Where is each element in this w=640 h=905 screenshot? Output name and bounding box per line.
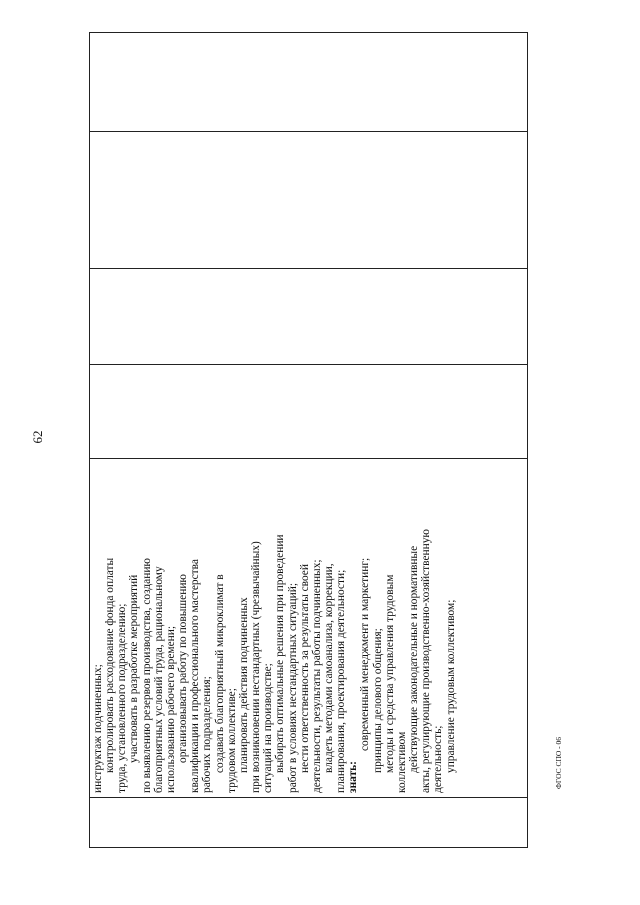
- requirement-line: деятельность;: [432, 725, 445, 793]
- requirement-line: принципы делового общения;: [371, 628, 384, 773]
- requirement-line: квалификации и профессионального мастерства: [189, 559, 202, 793]
- requirement-line: выбирать оптимальные решения при проведении: [274, 534, 287, 773]
- rotated-table-wrapper: [89, 32, 528, 848]
- table-column-hours-required: [90, 268, 527, 364]
- requirement-line: работ в условиях нестандартных ситуаций;: [286, 583, 299, 793]
- competency-table: [89, 32, 528, 848]
- requirement-line: трудовом коллективе;: [225, 688, 238, 793]
- requirement-line: организовывать работу по повышению: [177, 574, 190, 763]
- requirement-line: владеть методами самоанализа, коррекции,: [322, 563, 335, 773]
- requirement-line: планирования, проектирования деятельности;: [335, 569, 348, 793]
- page-number: 62: [30, 430, 45, 444]
- table-column-requirements: [90, 458, 527, 797]
- table-column-disciplines: [90, 131, 527, 268]
- requirement-line: управление трудовым коллективом;: [444, 599, 457, 773]
- requirement-line: ситуаций на производстве;: [262, 663, 275, 793]
- table-column-index: [90, 797, 527, 847]
- requirement-line: при возникновении нестандартных (чрезвычайных): [250, 541, 263, 793]
- requirement-line: труда, установленного подразделению;: [116, 603, 129, 793]
- requirement-line: использованию рабочего времени;: [164, 625, 177, 793]
- requirement-line: по выявлению резервов производства, созданию: [140, 558, 153, 793]
- table-column-hours-max: [90, 364, 527, 458]
- requirement-line: участвовать в разработке мероприятий: [128, 574, 141, 763]
- requirement-line: современный менеджмент и маркетинг;: [359, 557, 372, 751]
- requirements-text: [92, 463, 457, 793]
- requirement-line: акты, регулирующие производственно-хозяйственную: [420, 529, 433, 793]
- table-column-competencies: [90, 31, 527, 131]
- requirement-line: инструктаж подчиненных;: [92, 664, 104, 793]
- requirement-line: создавать благоприятный микроклимат в: [213, 574, 226, 773]
- requirement-line: деятельности, результаты работы подчиненных;: [310, 559, 323, 793]
- requirement-line: действующие законодательные и нормативные: [408, 545, 421, 773]
- requirement-line: нести ответственность за результаты своей: [298, 564, 311, 773]
- requirement-line: коллективом: [395, 731, 408, 793]
- requirement-line: знать:: [347, 761, 360, 793]
- footer-standard-code: ФГОС СПО - 06: [554, 736, 563, 789]
- requirement-line: рабочих подразделения;: [201, 676, 214, 793]
- requirement-line: контролировать расходование фонда оплаты: [104, 557, 117, 773]
- requirement-line: методы и средства управления трудовым: [383, 574, 396, 773]
- requirement-line: благоприятных условий труда, рациональному: [152, 566, 165, 793]
- requirement-line: планировать действия подчиненных: [237, 597, 250, 773]
